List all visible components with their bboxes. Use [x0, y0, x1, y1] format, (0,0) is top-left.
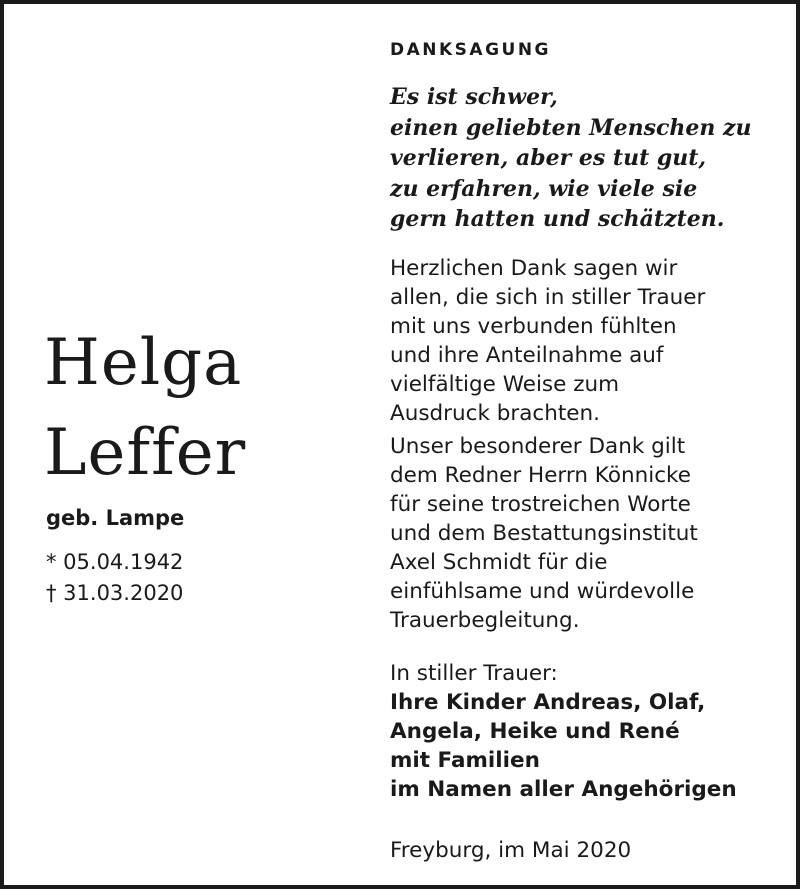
family-line: mit Familien	[390, 748, 540, 773]
family-line: im Namen aller Angehörigen	[390, 777, 737, 802]
poem-line: verlieren, aber es tut gut,	[390, 145, 707, 171]
paragraph-line: allen, die sich in stiller Trauer	[390, 285, 706, 310]
notice-heading: DANKSAGUNG	[390, 40, 552, 60]
death-date: † 31.03.2020	[46, 581, 184, 605]
paragraph-line: einfühlsame und würdevolle	[390, 579, 695, 604]
poem-line: gern hatten und schätzten.	[390, 206, 725, 232]
paragraph-line: Herzlichen Dank sagen wir	[390, 256, 678, 281]
paragraph-line: Ausdruck brachten.	[390, 401, 600, 426]
deceased-first-name: Helga	[44, 326, 243, 400]
birth-date: * 05.04.1942	[46, 550, 184, 574]
mourners-block	[390, 659, 737, 804]
poem-line: zu erfahren, wie viele sie	[390, 175, 698, 202]
paragraph-line: Axel Schmidt für die	[390, 550, 608, 575]
poem	[390, 82, 752, 235]
thanks-paragraph	[390, 254, 705, 428]
paragraph-line: und ihre Anteilnahme auf	[390, 343, 664, 368]
family-line: Angela, Heike und René	[390, 719, 680, 744]
place-date: Freyburg, im Mai 2020	[390, 838, 632, 863]
paragraph-line: Trauerbegleitung.	[390, 608, 580, 633]
paragraph-line: für seine trostreichen Worte	[390, 492, 691, 517]
closing-intro: In stiller Trauer:	[390, 661, 558, 686]
life-dates	[46, 547, 183, 609]
special-thanks-paragraph	[390, 432, 698, 635]
paragraph-line: und dem Bestattungsinstitut	[390, 521, 698, 546]
poem-line: Es ist schwer,	[390, 84, 558, 110]
poem-line: einen geliebten Menschen zu	[390, 114, 752, 141]
deceased-last-name: Leffer	[44, 416, 247, 490]
paragraph-line: dem Redner Herrn Könnicke	[390, 463, 691, 488]
family-line: Ihre Kinder Andreas, Olaf,	[390, 690, 706, 715]
maiden-name: geb. Lampe	[46, 506, 185, 530]
paragraph-line: mit uns verbunden fühlten	[390, 314, 677, 339]
paragraph-line: vielfältige Weise zum	[390, 372, 620, 397]
paragraph-line: Unser besonderer Dank gilt	[390, 434, 686, 459]
